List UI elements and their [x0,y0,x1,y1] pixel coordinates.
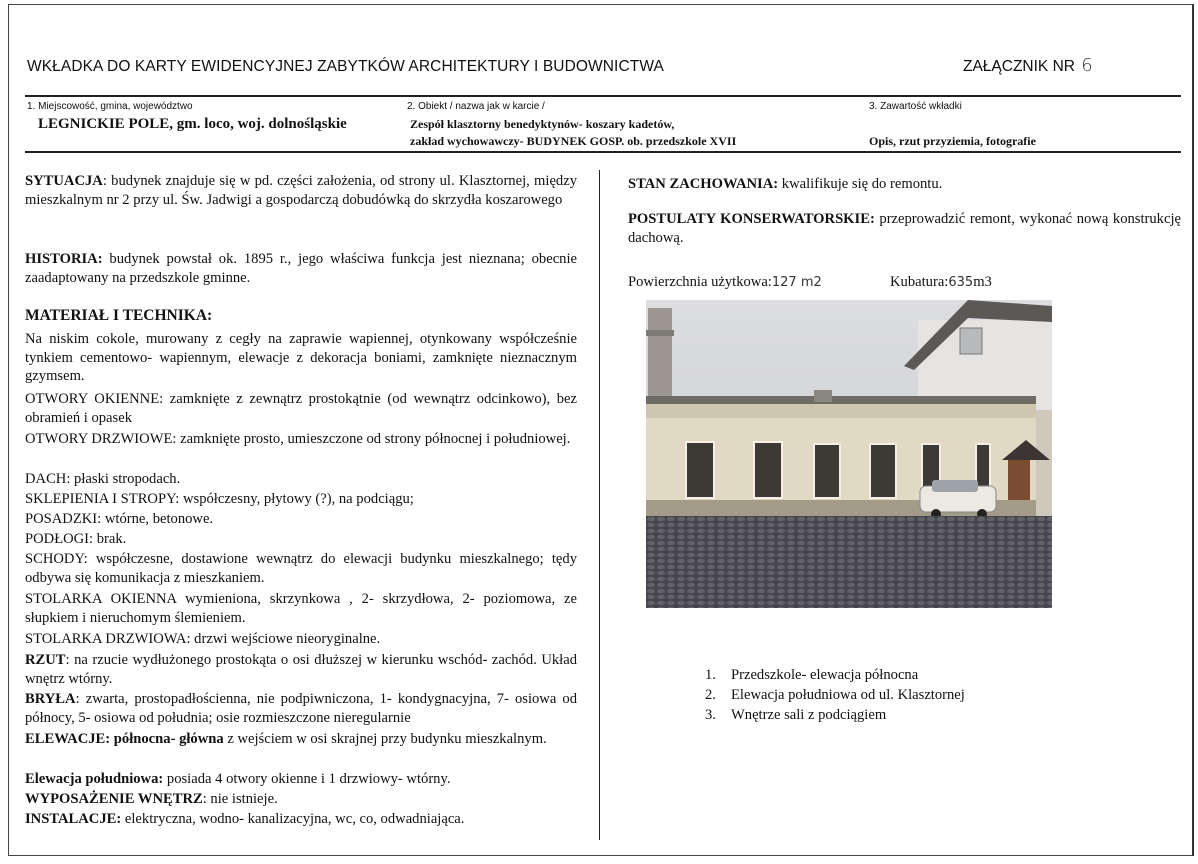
material-text: Na niskim cokole, murowany z cegły na zaprawie wapiennej, otynkowany współcześnie tynkiem cementowo- wapiennym, elewacje z dekoracja boniami, zamknięte nieznacznym gzymsem. [25,331,577,384]
annex-label: ZAŁĄCZNIK NR [963,58,1075,75]
object-value-line2: zakład wychowawczy- BUDYNEK GOSP. ob. przedszkole XVII [410,134,737,148]
kubatura-value: 635 [948,275,974,290]
caption-number: 3. [705,707,716,723]
caption-item [705,685,965,705]
rzut-text: : na rzucie wydłużonego prostokąta o osi dłuższej w kierunku wschód- zachód. Układ wnętrz wtórny. [25,652,577,687]
annex-number-handwritten: 6 [1081,55,1093,76]
wyposazenie-section [25,790,577,809]
kubatura-unit: m3 [973,274,992,290]
elewacje-subheading: : północna- główna [105,731,224,747]
building-photo [646,300,1052,608]
sytuacja-heading: SYTUACJA [25,173,103,189]
rzut-heading: RZUT [25,652,66,668]
caption-item [705,665,965,685]
powierzchnia-label: Powierzchnia użytkowa: [628,274,772,290]
posadzki: POSADZKI: wtórne, betonowe. [25,511,214,527]
elewacje-heading: ELEWACJE [25,731,106,747]
stan-section [628,175,1181,194]
material-heading-text: MATERIAŁ I TECHNIKA: [25,307,213,324]
object-label: 2. Obiekt / nazwa jak w karcie / [407,101,545,112]
caption-item [705,705,965,725]
caption-text: Przedszkole- elewacja północna [731,667,919,683]
historia-heading: HISTORIA: [25,251,103,267]
elewacja-poludniowa-text: posiada 4 otwory okienne i 1 drzwiowy- wtórny. [163,771,451,787]
rzut-section [25,651,577,688]
location-value: LEGNICKIE POLE, gm. loco, woj. dolnośląskie [38,116,347,132]
material-heading [25,307,577,326]
elewacja-poludniowa-heading: Elewacja południowa: [25,771,164,787]
header-rule [25,95,1181,97]
postulaty-heading: POSTULATY KONSERWATORSKIE: [628,211,875,227]
sytuacja-text: : budynek znajduje się w pd. części założenia, od strony ul. Klasztornej, między mieszkalnym nr 2 przy ul. Św. Jadwigi a gospodarczą dobudówką do skrzydła koszarowego [25,173,577,208]
contents-label: 3. Zawartość wkładki [869,101,962,112]
kubatura [890,274,992,291]
photo-captions [705,665,965,725]
instalacje-heading: INSTALACJE: [25,811,122,827]
caption-number: 2. [705,687,716,703]
wyposazenie-heading: WYPOSAŻENIE WNĘTRZ [25,791,203,807]
stan-heading: STAN ZACHOWANIA: [628,176,779,192]
powierzchnia [628,274,822,291]
stolarka-okienna: STOLARKA OKIENNA wymieniona, skrzynkowa , 2- skrzydłowa, 2- poziomowa, ze słupkiem i nieruchomym ślemieniem. [25,591,577,626]
bryla-heading: BRYŁA [25,691,76,707]
location-label: 1. Miejscowość, gmina, województwo [27,101,193,112]
historia-text: budynek powstał ok. 1895 r., jego właściwa funkcja jest nieznana; obecnie zaadaptowany na przedszkole gminne. [25,251,577,286]
stolarka-drzwiowa: STOLARKA DRZWIOWA: drzwi wejściowe nieoryginalne. [25,631,381,647]
object-value-line1: Zespół klasztorny benedyktynów- koszary kadetów, [410,117,675,131]
wyposazenie-text: : nie istnieje. [202,791,278,807]
kubatura-label: Kubatura: [890,274,949,290]
historia-section [25,250,577,287]
postulaty-section [628,210,1181,247]
stan-text: kwalifikuje się do remontu. [778,176,943,192]
bryla-text: : zwarta, prostopadłościenna, nie podpiwniczona, 1- kondygnacyjna, 7- osiowa od północy, 5- osiowa od południa; osie rozmieszczone nieregularnie [25,691,577,726]
elewacja-poludniowa-section [25,770,577,789]
otwory-drzwiowe: OTWORY DRZWIOWE: zamknięte prosto, umieszczone od strony północnej i południowej. [25,431,571,447]
fields-rule [25,151,1181,153]
annex-number [963,55,1093,76]
powierzchnia-value: 127 m2 [771,275,822,290]
sytuacja-section [25,172,577,209]
caption-text: Wnętrze sali z podciągiem [731,707,887,723]
form-title: WKŁADKA DO KARTY EWIDENCYJNEJ ZABYTKÓW ARCHITEKTURY I BUDOWNICTWA [27,58,664,75]
instalacje-section [25,810,577,829]
elewacje-section [25,730,577,749]
caption-text: Elewacja południowa od ul. Klasztornej [731,687,965,703]
elewacje-text: z wejściem w osi skrajnej przy budynku mieszkalnym. [223,731,547,747]
sklepienia-stropy: SKLEPIENIA I STROPY: współczesny, płytowy (?), na podciągu; [25,491,414,507]
column-divider [599,170,600,840]
instalacje-text: elektryczna, wodno- kanalizacyjna, wc, co, odwadniająca. [121,811,465,827]
otwory-okienne: OTWORY OKIENNE: zamknięte z zewnątrz prostokątnie (od wewnątrz odcinkowo), bez obramień i opasek [25,391,577,426]
contents-value: Opis, rzut przyziemia, fotografie [869,134,1036,148]
podlogi: PODŁOGI: brak. [25,531,127,547]
postulaty-text: przeprowadzić remont, wykonać nową konstrukcję dachową. [628,211,1181,246]
schody: SCHODY: współczesne, dostawione wewnątrz do elewacji budynku mieszkalnego; tędy odbywa się komunikacja z mieszkaniem. [25,551,577,586]
dach: DACH: płaski stropodach. [25,471,181,487]
caption-number: 1. [705,667,716,683]
bryla-section [25,690,577,727]
